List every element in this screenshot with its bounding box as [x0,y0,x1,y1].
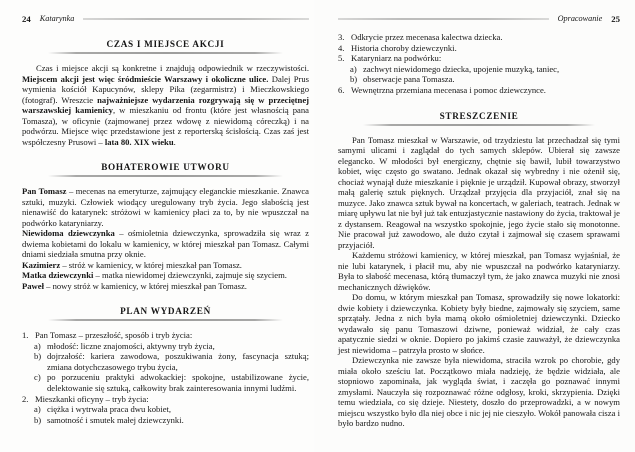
heading-rule [363,124,594,126]
plan-item [338,85,620,96]
text-segment: , w mieszkaniu od frontu (które jest własnością pana Tomasza), w oficynie (zajmowanej przez wdowę z niewidomą córeczką) i na podwórzu. Miejsce więc przedstawione jest z reporterską ścisłością. Czas zaś jest współczesny Prusowi – [22,105,309,147]
section-heading-block [22,39,309,54]
running-title-left: Katarynka [39,14,75,23]
paragraph [22,63,309,147]
plan-subitem [34,404,309,415]
text-segment: – nowy stróż w kamienicy, w której mieszkał pan Tomasz. [43,280,247,291]
plan-item [338,43,620,54]
text-segment: – ośmioletnia dziewczynka, sprowadziła się wraz z dwiema kobietami do lokalu w kamienicy, w której mieszkał pan Tomasz. Całymi dniami siedziała smutna przy oknie. [22,228,309,259]
plan-subitem [34,351,309,372]
section-heading: STRESZCZENIE [439,110,519,121]
page-number-right: 25 [611,13,620,24]
section-heading: PLAN WYDARZEŃ [120,306,211,316]
plan-subitem [350,64,620,75]
running-head-right [338,13,620,24]
heading-rule [48,175,283,177]
running-title-right: Opracowanie [557,14,603,23]
paragraph [22,270,309,281]
heading-rule [48,319,283,321]
text-segment: – matka niewidomej dziewczynki, zajmuje się szyciem. [93,270,287,280]
text-segment: Do domu, w którym mieszkał pan Tomasz, sprowadziły się nowe lokatorki: dwie kobiety i dziewczynka. Kobiety były biedne, zajmowały się szyciem, same sprzątały. Jedna z nich była mamą około ośmioletniej dziewczynki. Dziecko wydawało się panu Tomaszowi dziwne, ponieważ widział, że cały czas apatycznie siedzi w oknie. Dopiero po jakimś czasie zauważył, że dziewczynka jest niewidoma – patrzyła prosto w słońce. [338,292,620,355]
plan-item-label: 6. [338,84,345,95]
plan-item-label: 2. [22,393,29,404]
section-body [22,186,309,291]
paragraph [22,260,309,271]
text-segment: Każdemu stróżowi kamienicy, w której mieszkał, pan Tomasz wyjaśniał, że nie lubi katarynek, i płacił mu, aby nie wpuszczał na podwórko kataryniarzy. Była to słabość mecenasa, którą tłumaczył tym, że jako znawca muzyki nie znosi mechanicznych dźwięków. [338,250,620,292]
plan-item-label: b) [350,74,358,85]
plan-item-label: b) [34,351,42,362]
plan-item-text: Wewnętrzna przemiana mecenasa i pomoc dziewczynce. [351,84,546,95]
plan-item-label: 5. [338,53,345,64]
paragraph [22,186,309,228]
plan-item-text: samotność i smutek małej dziewczynki. [47,414,184,425]
summary-paragraphs [338,135,620,429]
plan-item-label: c) [34,372,41,383]
text-segment: Czas i miejsce akcji są konkretne i znajdują odpowiednik w rzeczywistości. [36,63,309,73]
plan-list-continued [338,32,620,96]
header-rule [338,18,549,20]
bold-text-segment: Pan Tomasz [22,186,67,196]
section-body [22,63,309,147]
bold-text-segment: Miejscem akcji jest więc śródmieście Warszawy i okoliczne ulice. [22,73,269,84]
bold-text-segment: Niewidoma dziewczynka [22,228,115,238]
section-heading: CZAS I MIEJSCE AKCJI [106,39,225,49]
paragraph [22,228,309,260]
section-heading-block [22,306,309,321]
plan-subitem [34,341,309,352]
plan-item-label: 1. [22,330,29,340]
plan-item-text: Historia choroby dziewczynki. [351,42,457,53]
bold-text-segment: Paweł [22,280,44,291]
running-head-left [22,13,309,24]
left-page-sections [22,39,309,425]
plan-item [22,394,309,405]
plan-item [22,330,309,341]
plan-item-label: a) [34,404,41,415]
text-segment: Dziewczynka nie zawsze była niewidoma, straciła wzrok po chorobie, gdy miała około sześciu lat. Początkowo miała nadzieję, że będzie widziała, ale stopniowo zapominała, jak wygląda świat, i zaczęła go poznawać innymi zmysłami. Nauczyła się rozpoznawać różne odgłosy, kroki, skrzypienia. Dzięki temu wiedziała, co się dzieje. Niestety, doszło do przeprowadzki, a w nowym miejscu wszystko było dla niej obce i nic jej nie cieszyło. Wokół panowała cisza i było bardzo nudno. [338,355,620,429]
plan-item-label: b) [34,414,42,425]
page-left [22,0,309,425]
bold-text-segment: Kazimierz [22,259,61,270]
paragraph [338,292,620,355]
page-number-left: 24 [22,13,31,24]
plan-subitem [34,415,309,426]
plan-item-text: dojrzałość: kariera zawodowa, poszukiwania żony, fascynacja sztuką; zmiana dotychczasowego trybu życia, [47,351,309,372]
bold-text-segment: lata 80. XIX wieku [104,136,174,147]
text-segment: . [173,136,176,147]
section-heading: BOHATEROWIE UTWORU [101,162,230,172]
bold-text-segment: najważniejsze wydarzenia rozgrywają się w przeciętnej warszawskiej kamienicy [22,94,309,115]
plan-list [22,330,309,425]
plan-item [338,53,620,64]
plan-item-text: Kataryniarz na podwórku: [351,53,442,64]
section-heading-block [22,162,309,177]
plan-item-text: ciężka i wytrwała praca dwu kobiet, [47,404,172,415]
plan-subitem [34,372,309,393]
text-segment: – mecenas na emeryturze, zajmujący eleganckie mieszkanie. Znawca sztuki, muzyki. Człowiek wiodący uregulowany tryb życia. Jego słabością jest nienawiść do katarynek: stróżowi w kamienicy płaci za to, by nie wpuszczał na podwórko kataryniarzy. [22,186,309,228]
text-segment: – stróż w kamienicy, w której mieszkał pan Tomasz. [60,259,242,270]
text-segment: Dalej Prus wymienia kościół Kapucynów, sklepy Pika (zegarmistrz) i Mieczkowskiego (fotograf). Wreszcie [22,73,309,105]
section-heading-block [338,111,620,126]
plan-item-text: Pan Tomasz – przeszłość, sposób i tryb życia: [35,330,193,340]
plan-item-label: 4. [338,42,345,53]
page-right [338,0,620,429]
plan-item-text: młodość: liczne znajomości, aktywny tryb życia, [47,340,215,351]
plan-item-text: Odkrycie przez mecenasa kalectwa dziecka. [351,32,503,42]
plan-subitem [350,74,620,85]
plan-item-text: obserwacje pana Tomasza. [363,74,455,85]
heading-rule [48,52,283,54]
paragraph [338,355,620,429]
header-rule [83,18,309,20]
plan-item-label: a) [350,63,357,74]
plan-item-label: 3. [338,32,345,42]
plan-item-text: Mieszkanki oficyny – tryb życia: [35,393,149,404]
text-segment: Pan Tomasz mieszkał w Warszawie, od trzydziestu lat przechadzał się tymi samymi ulicami i zaglądał do tych samych sklepów. Ubierał się zawsze elegancko. W młodości był energiczny, chętnie się bawił, lubił towarzystwo kobiet, więc często go swatano. Jednak okazał się wybredny i nie ożenił się, chociaż wynajął duże mieszkanie i pięknie je urządził. Kupował obrazy, stworzył małą galerię sztuk pięknych. Urządzał przyjęcia dla przyjaciół, znał się na muzyce. Jako znawca sztuk bywał na koncertach, w galeriach, teatrach. Jednak w miarę upływu lat nie był już tak entuzjastycznie nastawiony do życia, traktował je z dystansem. Reagował na wszystko spokojnie, jego życie stało się monotonne. Nie pracował już zawodowo, ale dużo czytał i zajmował się czasem sprawami przyjaciół. [338,134,620,250]
plan-item [338,32,620,43]
bold-text-segment: Matka dziewczynki [22,270,94,280]
paragraph [338,250,620,292]
paragraph [22,281,309,292]
paragraph [338,135,620,251]
plan-item-text: po porzuceniu praktyki adwokackiej: spokojne, ustabilizowane życie, delektowanie się sztuką, całkowity brak zainteresowania innymi ludźmi. [47,372,309,393]
plan-item-label: a) [34,340,41,351]
plan-item-text: zachwyt niewidomego dziecka, upojenie muzyką, taniec, [363,63,560,74]
